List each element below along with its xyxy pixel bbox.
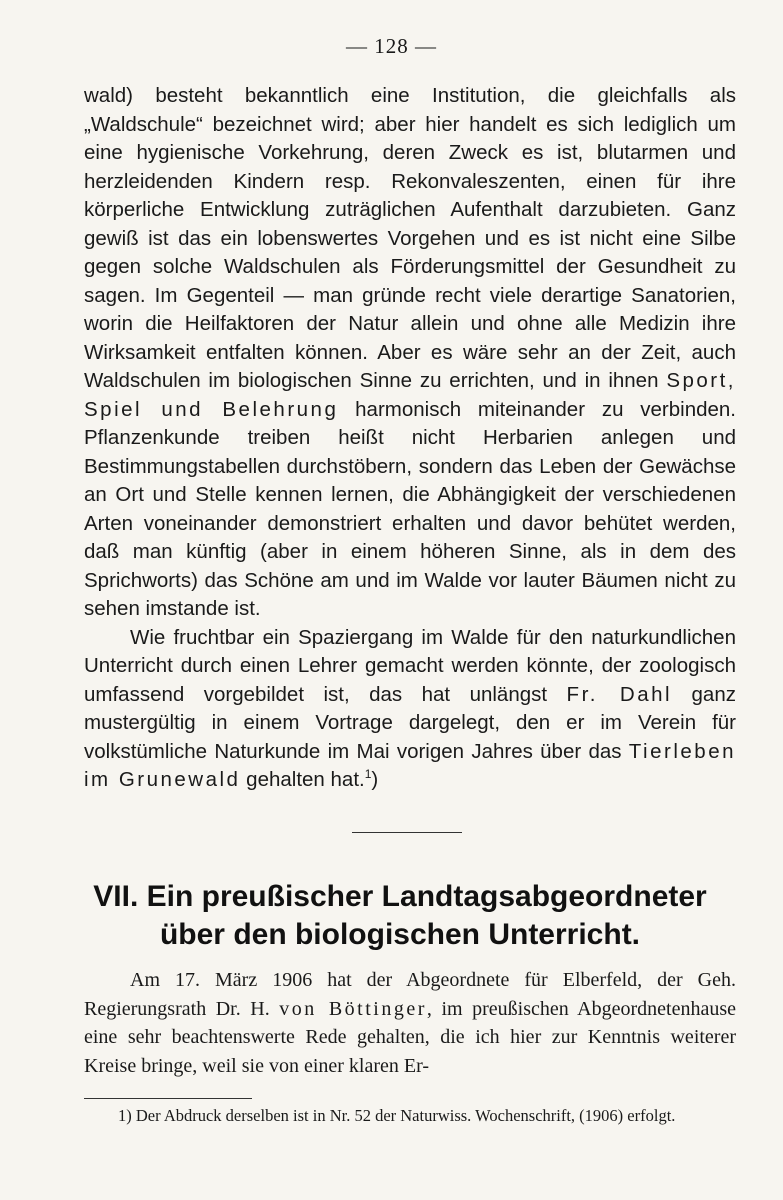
paragraph-text: gehalten hat.	[240, 768, 365, 791]
paragraph	[84, 966, 736, 1080]
footnote: 1) Der Abdruck derselben ist in Nr. 52 der Naturwiss. Wochenschrift, (1906) erfolgt.	[118, 1106, 676, 1125]
chapter-title: VII. Ein preußischer Landtagsabgeordneter über den biologischen Unterricht.	[93, 880, 707, 951]
footnote-marker: 1	[364, 767, 372, 782]
page-number: — 128 —	[346, 34, 437, 58]
paragraph-text: Wie fruchtbar ein Spaziergang im Walde für den naturkundlichen Unterricht durch einen Lehrer gemacht werden könnte, der zoologisch umfassend vorgebildet ist, das hat unlängst	[84, 625, 736, 706]
paragraph-text: )	[371, 768, 379, 791]
section-text	[84, 966, 736, 1080]
paragraph-text: ganz mustergültig in einem Vortrage dargelegt, den er im Verein für volkstümliche Naturkunde im Mai vorigen Jahres über das	[84, 682, 736, 763]
paragraph-text: , im preußischen Abgeordnetenhause eine sehr beachtenswerte Rede gehalten, die ich hier zur Kenntnis weiterer Kreise bringe, weil sie von einer klaren Er-	[84, 997, 737, 1077]
paragraph-text: Am 17. März 1906 hat der Abgeordnete für Elberfeld, der Geh. Regierungsrath Dr. H.	[84, 969, 736, 1020]
spaced-emphasis: Sport, Spiel und Belehrung	[84, 369, 737, 421]
paragraph-text: wald) besteht bekanntlich eine Institution, die gleichfalls als „Waldschule“ bezeichnet wird; aber hier handelt es sich lediglich um eine hygienische Vorkehrung, deren Zweck es ist, blutarmen und herzleidenden Kindern resp. Rekonvaleszenten, einen für ihre körperliche Entwicklung zuträglichen Aufenthalt darzubieten. Ganz gewiß ist das ein lobenswertes Vorgehen und es ist nicht eine Silbe gegen solche Waldschulen als Förderungsmittel der Gesundheit zu sagen. Im Gegenteil — man gründe recht viele derartige Sanatorien, worin die Heilfaktoren der Natur allein und ohne alle Medizin ihre Wirksamkeit entfalten können. Aber es wäre sehr an der Zeit, auch Waldschulen im biologischen Sinne zu errichten, und in ihnen	[84, 84, 736, 392]
author-name: Fr. Dahl	[566, 682, 673, 706]
footnote-rule	[84, 1098, 252, 1099]
person-name: von Böttinger	[279, 997, 427, 1020]
paragraph	[84, 624, 736, 795]
body-text	[84, 82, 736, 795]
paragraph-text: harmonisch miteinander zu verbinden. Pflanzenkunde treiben heißt nicht Herbarien anlegen und Bestimmungstabellen durchstöbern, sondern das Leben der Gewächse an Ort und Stelle kennen lernen, die Abhängigkeit der verschiedenen Arten voneinander demonstriert erhalten und davor behütet werden, daß man künftig (aber in einem höheren Sinne, als in dem des Sprichworts) das Schöne am und im Walde vor lauter Bäumen nicht zu sehen imstande ist.	[84, 397, 736, 620]
paragraph	[84, 82, 736, 624]
section-divider	[352, 832, 462, 833]
spaced-emphasis: Tierleben im Grunewald	[84, 739, 736, 791]
